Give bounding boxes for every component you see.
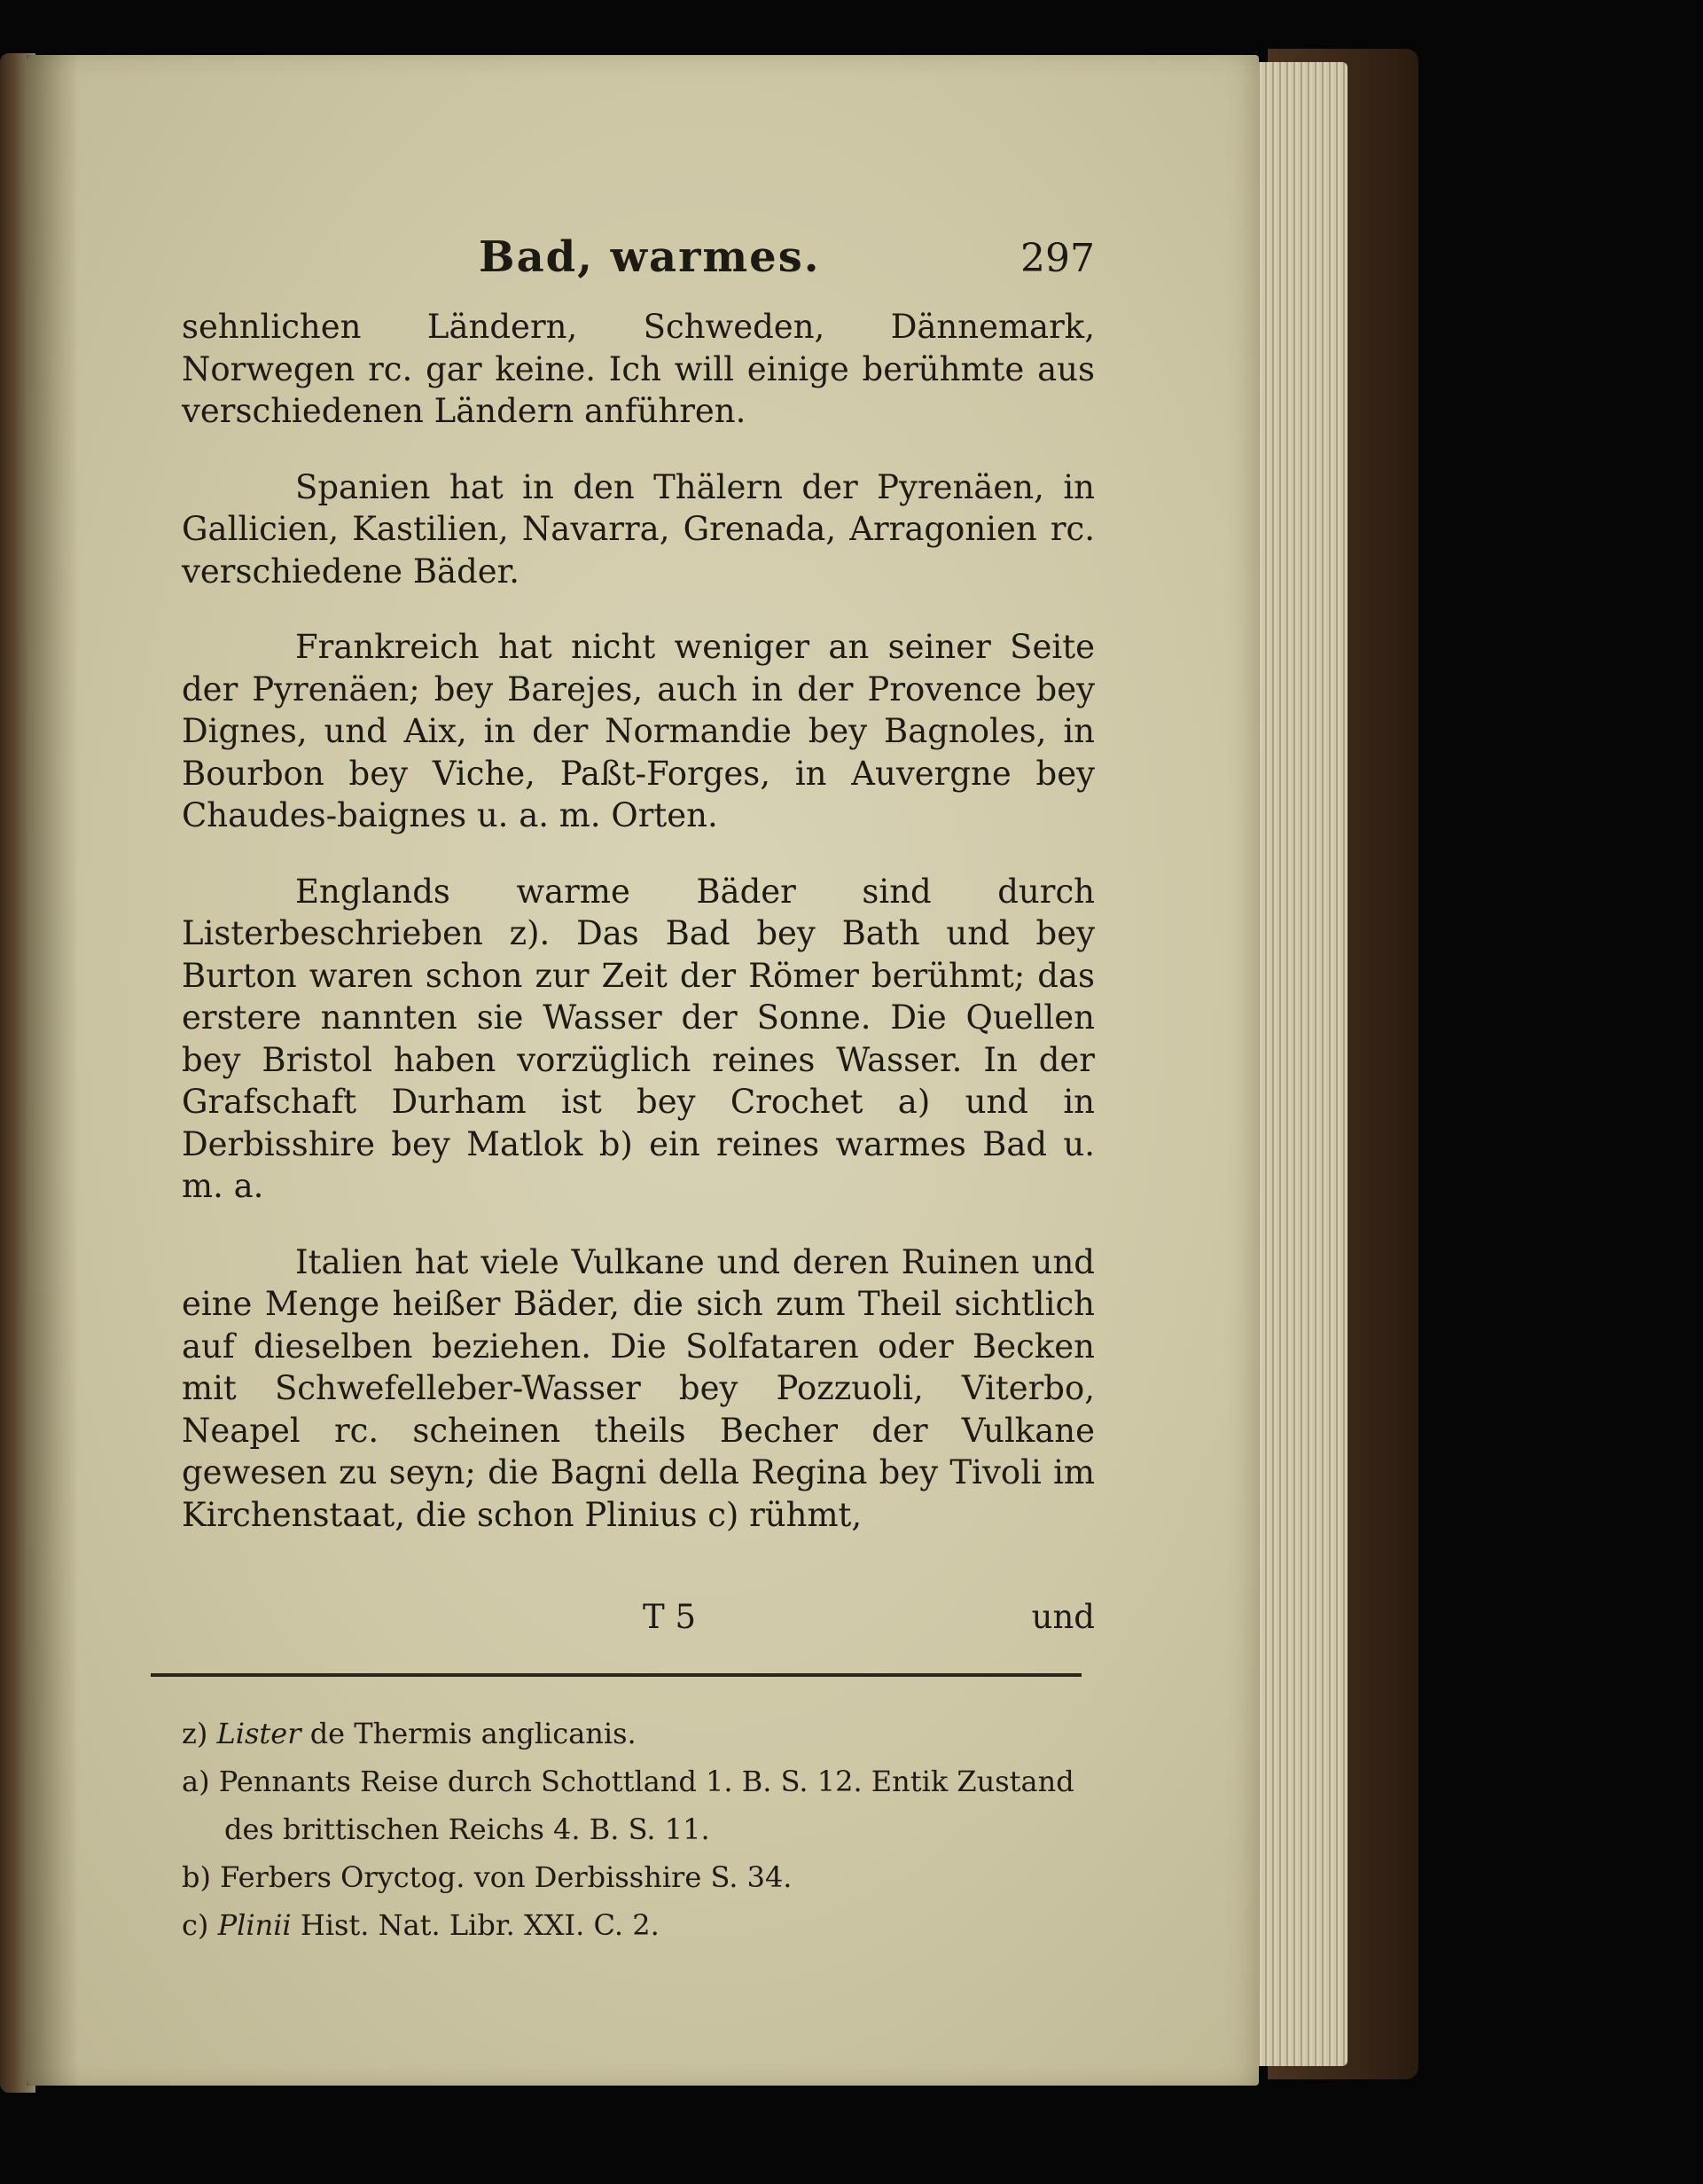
page-header — [182, 232, 1095, 286]
footnote-mark: c) — [182, 1908, 209, 1942]
footnote — [182, 1757, 1095, 1853]
running-head: Bad, warmes. — [479, 232, 821, 282]
catchline — [182, 1598, 1095, 1640]
footnote — [182, 1853, 1095, 1901]
footnote — [182, 1710, 1095, 1757]
footnote — [182, 1901, 1095, 1949]
page-number: 297 — [1020, 236, 1095, 281]
footnote-author: Plinii — [217, 1908, 292, 1942]
paragraph: sehnlichen Ländern, Schweden, Dännemark, Norwegen rc. gar keine. Ich will einige berühmte aus verschiedenen Ländern anführen. — [182, 308, 1095, 430]
paragraph: Englands warme Bäder sind durch Listerbeschrieben z). Das Bad bey Bath und bey Burton waren schon zur Zeit der Römer berühmt; das erstere nannten sie Wasser der Sonne. Die Quellen bey Bristol haben vorzüglich reines Wasser. In der Grafschaft Durham ist bey Crochet a) und in Derbisshire bey Matlok b) ein reines warmes Bad u. m. a. — [182, 872, 1095, 1205]
footnote-rule — [151, 1673, 1082, 1677]
paragraph: Italien hat viele Vulkane und deren Ruinen und eine Menge heißer Bäder, die sich zum Theil sichtlich auf dieselben beziehen. Die Solfataren oder Becken mit Schwefelleber-Wasser bey Pozzuoli, Viterbo, Neapel rc. scheinen theils Becher der Vulkane gewesen zu seyn; die Bagni della Regina bey Tivoli im Kirchenstaat, die schon Plinius c) rühmt, — [182, 1242, 1095, 1534]
body-text — [182, 306, 1095, 1536]
paragraph: Spanien hat in den Thälern der Pyrenäen, in Gallicien, Kastilien, Navarra, Grenada, Arragonien rc. verschiedene Bäder. — [182, 467, 1095, 591]
signature-mark: T 5 — [643, 1598, 696, 1636]
gutter-shadow — [27, 55, 80, 2086]
footnote-text: Pennants Reise durch Schottland 1. B. S. 12. Entik Zustand des brittischen Reichs 4. B. S. 11. — [218, 1765, 1074, 1846]
footnotes — [182, 1710, 1095, 1949]
catchword: und — [1031, 1598, 1095, 1636]
footnote-mark: b) — [182, 1860, 211, 1894]
footnote-author: Lister — [216, 1717, 301, 1750]
footnote-mark: a) — [182, 1765, 210, 1798]
footnote-text: de Thermis anglicanis. — [309, 1717, 637, 1750]
footnote-text: Ferbers Oryctog. von Derbisshire S. 34. — [220, 1860, 793, 1894]
footnote-mark: z) — [182, 1717, 208, 1750]
paragraph: Frankreich hat nicht weniger an seiner Seite der Pyrenäen; bey Barejes, auch in der Provence bey Dignes, und Aix, in der Normandie bey Bagnoles, in Bourbon bey Viche, Paßt-Forges, in Auvergne bey Chaudes-baignes u. a. m. Orten. — [182, 628, 1095, 834]
footnote-text: Hist. Nat. Libr. XXI. C. 2. — [300, 1908, 660, 1942]
